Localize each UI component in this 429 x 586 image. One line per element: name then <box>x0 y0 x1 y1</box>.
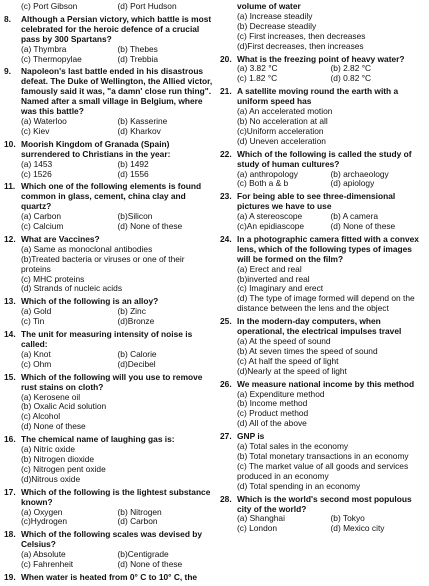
option: (d) None of these <box>117 221 183 232</box>
question-27 <box>220 432 424 491</box>
option: (c) Product method <box>237 408 309 419</box>
left-column <box>4 2 214 586</box>
option: (b) Nitrogen dioxide <box>21 453 95 464</box>
question-text: In a photographic camera fitted with a convex lens, which of the following types of images will be formed on the film? <box>237 233 419 264</box>
option: (b) 1492 <box>117 158 149 169</box>
question-number: 13. <box>4 296 16 307</box>
question-8 <box>4 15 214 65</box>
option: (c)Hydrogen <box>21 516 68 527</box>
option: (a) An accelerated motion <box>237 106 333 117</box>
question-text: Which of the following is called the study of study of human cultures? <box>237 148 412 169</box>
question-text: We measure national income by this method <box>237 378 415 389</box>
option: (d) Mexico city <box>330 523 385 534</box>
option: (c) Fahrenheit <box>21 559 74 570</box>
option: (b)Treated bacteria or viruses or one of their proteins <box>21 253 185 274</box>
question-text: What is the freezing point of heavy water? <box>237 53 405 64</box>
question-number: 28. <box>220 493 232 504</box>
option: (c)An epidiascope <box>237 221 305 232</box>
option: (c) Both a & b <box>237 178 289 189</box>
option: (d) None of these <box>117 559 183 570</box>
option: (b)Silicon <box>117 211 153 222</box>
option: (a) anthropology <box>237 168 298 179</box>
question-23 <box>220 192 424 232</box>
option: (d)Bronze <box>117 316 155 327</box>
option: (d) 1556 <box>117 168 149 179</box>
option: (a) Carbon <box>21 211 62 222</box>
option: (d)Nearly at the speed of light <box>237 365 347 376</box>
option: (c) The market value of all goods and services produced in an economy <box>237 460 409 481</box>
option: (c)Uniform acceleration <box>237 125 324 136</box>
option: (c) Calcium <box>21 221 64 232</box>
option: (a) Nitric oxide <box>21 444 75 455</box>
option: (c) Thermopylae <box>21 53 82 64</box>
option: (a) Expenditure method <box>237 388 325 399</box>
option: (a) Same as monoclonal antibodies <box>21 243 153 254</box>
question-17 <box>4 488 214 528</box>
option: (d)First decreases, then increases <box>237 40 364 51</box>
option: (d) 0.82 °C <box>330 73 372 84</box>
option: (c) London <box>237 523 278 534</box>
option: (b) Thebes <box>117 43 158 54</box>
option: (a) 1453 <box>21 158 53 169</box>
option: (b) Decrease steadily <box>237 20 317 31</box>
option: (d)Decibel <box>117 358 156 369</box>
question-text: Which of the following scales was devised by Celsius? <box>21 529 203 550</box>
option: (b) Nitrogen <box>117 506 162 517</box>
q7-options-tail <box>4 2 214 12</box>
option: (c) First increases, then decreases <box>237 30 366 41</box>
question-number: 14. <box>4 329 16 340</box>
question-19-continued <box>220 2 424 52</box>
option: (a) Absolute <box>21 549 66 560</box>
question-text: What are Vaccines? <box>21 233 100 244</box>
question-text: Which of the following is the lightest substance known? <box>21 486 211 507</box>
question-25 <box>220 317 424 376</box>
question-24 <box>220 235 424 314</box>
option: (a) A stereoscope <box>237 211 303 222</box>
question-number: 27. <box>220 431 232 442</box>
question-10 <box>4 140 214 180</box>
question-12 <box>4 235 214 294</box>
question-number: 23. <box>220 191 232 202</box>
question-text: Moorish Kingdom of Granada (Spain) surrendered to Christians in the year: <box>21 138 171 159</box>
option: (b) A camera <box>330 211 378 222</box>
question-22 <box>220 150 424 190</box>
option: (d) Trebbia <box>117 53 158 64</box>
right-column <box>220 2 424 537</box>
question-text: The chemical name of laughing gas is: <box>21 434 175 445</box>
option: (d) The type of image formed will depend on the distance between the lens and the object <box>237 293 415 314</box>
question-14 <box>4 330 214 370</box>
question-text: Which of the following will you use to remove rust stains on cloth? <box>21 371 203 392</box>
option: (c) At half the speed of light <box>237 355 339 366</box>
option: (d) Port Hudson <box>117 1 177 11</box>
question-number: 15. <box>4 371 16 382</box>
question-number: 26. <box>220 378 232 389</box>
question-number: 10. <box>4 138 16 149</box>
question-number: 17. <box>4 486 16 497</box>
option: (d) Uneven acceleration <box>237 135 326 146</box>
question-text: In the modern-day computers, when operational, the electrical impulses travel <box>237 316 402 337</box>
option: (c) Imaginary and erect <box>237 283 324 294</box>
option: (b)inverted and real <box>237 273 310 284</box>
option: (d) All of the above <box>237 418 307 429</box>
option: (c) Alcohol <box>21 411 61 422</box>
option: (d) apiology <box>330 178 375 189</box>
option: (a) Waterloo <box>21 115 67 126</box>
option: (a) 3.82 °C <box>237 63 278 74</box>
question-number: 11. <box>4 181 16 192</box>
option: (d)Nitrous oxide <box>21 473 81 484</box>
question-text: For being able to see three-dimensional pictures we have to use <box>237 191 396 212</box>
option: (d) None of these <box>21 421 86 432</box>
option: (b) Zinc <box>117 306 146 317</box>
option: (d) Carbon <box>117 516 158 527</box>
option: (b) Kasserine <box>117 115 168 126</box>
question-text: GNP is <box>237 431 265 442</box>
question-20 <box>220 55 424 85</box>
option: (a) Erect and real <box>237 263 302 274</box>
question-text: volume of water <box>237 1 301 11</box>
option: (d) Strands of nucleic acids <box>21 283 123 294</box>
option: (a) Gold <box>21 306 52 317</box>
option: (a) Total sales in the economy <box>237 441 349 452</box>
option: (c) 1.82 °C <box>237 73 278 84</box>
question-text: The unit for measuring intensity of noise is called: <box>21 329 193 349</box>
question-text: Which one of the following elements is found common in glass, cement, china clay and quartz? <box>21 181 202 212</box>
question-28 <box>220 495 424 535</box>
question-number: 9. <box>4 66 11 77</box>
question-19 <box>4 573 214 583</box>
option: (b) archaeology <box>330 168 389 179</box>
option: (a) Shanghai <box>237 513 285 524</box>
option: (c) Nitrogen pent oxide <box>21 463 106 474</box>
question-18 <box>4 530 214 570</box>
option: (a) Knot <box>21 348 51 359</box>
option: (d) None of these <box>330 221 396 232</box>
question-number: 8. <box>4 13 11 24</box>
option: (b) 2.82 °C <box>330 63 372 74</box>
question-number: 24. <box>220 233 232 244</box>
question-9 <box>4 67 214 136</box>
option: (c) Ohm <box>21 358 52 369</box>
question-number: 16. <box>4 434 16 445</box>
option: (c) Tin <box>21 316 45 327</box>
question-11 <box>4 182 214 232</box>
option: (b) No acceleration at all <box>237 115 328 126</box>
question-16 <box>4 435 214 485</box>
option: (b) Total monetary transactions in an economy <box>237 450 409 461</box>
option: (a) At the speed of sound <box>237 336 331 346</box>
question-text: Which of the following is an alloy? <box>21 296 159 307</box>
option: (d) Total spending in an economy <box>237 480 361 491</box>
option: (b) Oxalic Acid solution <box>21 401 107 412</box>
option: (b) Tokyo <box>330 513 365 524</box>
option: (b)Centigrade <box>117 549 169 560</box>
question-text: Although a Persian victory, which battle is most celebrated for the heroic defence of a crucial pass by 300 Spartans? <box>21 13 212 44</box>
option: (c) Port Gibson <box>21 1 78 11</box>
question-number: 12. <box>4 233 16 244</box>
question-number: 22. <box>220 148 232 159</box>
question-26 <box>220 380 424 430</box>
question-number: 18. <box>4 529 16 540</box>
question-text: When water is heated from 0° C to 10° C, the <box>21 571 198 582</box>
option: (b) Calorie <box>117 348 157 359</box>
option: (a) Kerosene oil <box>21 391 81 402</box>
question-text: A satellite moving round the earth with a uniform speed has <box>237 86 399 107</box>
question-13 <box>4 297 214 327</box>
question-number: 25. <box>220 316 232 327</box>
option: (d) Kharkov <box>117 125 161 136</box>
question-number: 21. <box>220 86 232 97</box>
option: (a) Oxygen <box>21 506 63 517</box>
question-text: Which is the world's second most populous city of the world? <box>237 493 412 514</box>
option: (b) Income method <box>237 398 308 409</box>
option: (c) 1526 <box>21 168 52 179</box>
question-number: 19. <box>4 571 16 582</box>
question-text: Napoleon's last battle ended in his disastrous defeat. The Duke of Wellington, the Allied victor, famously said it was, "a damn' close run thing". Named after a small village in Belgium, where was this battle? <box>21 66 213 117</box>
option: (a) Increase steadily <box>237 10 313 21</box>
option: (a) Thymbra <box>21 43 67 54</box>
option: (c) MHC proteins <box>21 273 85 284</box>
question-number: 20. <box>220 53 232 64</box>
question-15 <box>4 373 214 432</box>
option: (b) At seven times the speed of sound <box>237 345 378 356</box>
option: (c) Kiev <box>21 125 50 136</box>
question-21 <box>220 87 424 146</box>
